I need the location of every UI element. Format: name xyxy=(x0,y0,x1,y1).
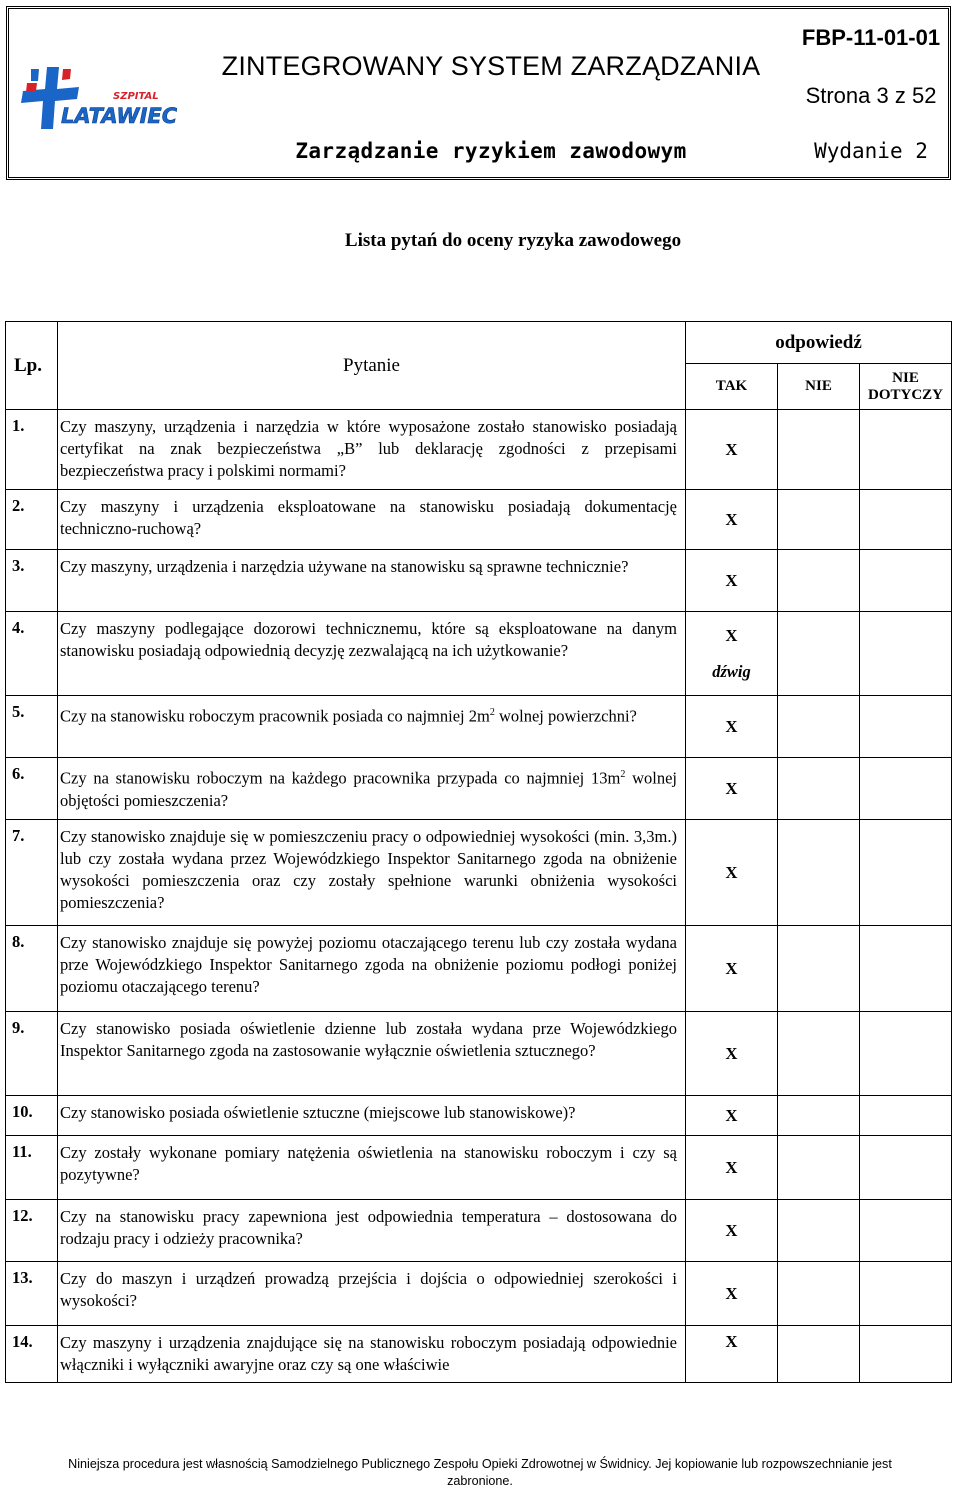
footer-line-1: Niniejsza procedura jest własnością Samodzielnego Publicznego Zespołu Opieki Zdrowotnej w Świdnicy. Jej kopiowanie lub rozpowszechnianie jest xyxy=(68,1457,892,1471)
answer-nie xyxy=(778,1200,860,1262)
col-answer-group-header: odpowiedź xyxy=(686,322,952,364)
row-number: 8. xyxy=(6,926,58,1012)
table-row xyxy=(6,490,952,550)
answer-tak: X xyxy=(686,410,778,490)
answer-note: dźwig xyxy=(712,661,751,681)
question-text: Czy stanowisko posiada oświetlenie sztuczne (miejscowe lub stanowiskowe)? xyxy=(58,1096,686,1136)
table-row xyxy=(6,1200,952,1262)
page-title: Lista pytań do oceny ryzyka zawodowego xyxy=(344,230,682,251)
answer-nie-dotyczy xyxy=(860,1200,952,1262)
answer-tak: X xyxy=(686,1262,778,1326)
table-header-row xyxy=(6,322,952,364)
answer-nie xyxy=(778,1262,860,1326)
doc-code: FBP-11-01-01 xyxy=(801,25,941,50)
table-row xyxy=(6,1136,952,1200)
answer-tak: X xyxy=(686,550,778,612)
col-nie-dotyczy-header xyxy=(860,364,952,410)
answer-tak xyxy=(686,612,778,696)
table-row xyxy=(6,612,952,696)
table-row xyxy=(6,550,952,612)
question-text xyxy=(58,696,686,758)
question-text: Czy zostały wykonane pomiary natężenia oświetlenia na stanowisku roboczym i czy są pozytywne? xyxy=(58,1136,686,1200)
answer-tak: X xyxy=(686,926,778,1012)
answer-nie xyxy=(778,1012,860,1096)
logo-cell xyxy=(9,9,188,177)
question-text: Czy maszyny i urządzenia znajdujące się na stanowisku roboczym posiadają odpowiednie włączniki i wyłączniki awaryjne oraz czy są one właściwie xyxy=(58,1326,686,1383)
answer-nie-dotyczy xyxy=(860,550,952,612)
table-row xyxy=(6,1012,952,1096)
table-row xyxy=(6,1096,952,1136)
answer-nie xyxy=(778,1096,860,1136)
table-row xyxy=(6,1262,952,1326)
answer-nie-dotyczy xyxy=(860,696,952,758)
row-number: 12. xyxy=(6,1200,58,1262)
answer-nie-dotyczy xyxy=(860,926,952,1012)
answer-nie xyxy=(778,612,860,696)
table-row xyxy=(6,410,952,490)
col-tak-header: TAK xyxy=(686,364,778,410)
question-table xyxy=(5,321,952,1383)
answer-nie xyxy=(778,1326,860,1383)
answer-nie xyxy=(778,550,860,612)
col-nie-dotyczy-line1: NIE xyxy=(892,369,919,386)
answer-nie xyxy=(778,696,860,758)
row-number: 9. xyxy=(6,1012,58,1096)
table-row xyxy=(6,696,952,758)
answer-nie xyxy=(778,758,860,820)
page-info: Strona 3 z 52 xyxy=(805,82,937,108)
question-text: Czy na stanowisku pracy zapewniona jest odpowiednia temperatura – dostosowana do rodzaju pracy i odzieży pracownika? xyxy=(58,1200,686,1262)
question-text xyxy=(58,758,686,820)
question-text: Czy stanowisko posiada oświetlenie dzienne lub została wydana prze Wojewódzkiego Inspektor Sanitarnego zgoda na zastosowanie wyłącznie oświetlenia sztucznego? xyxy=(58,1012,686,1096)
footer-line-2: zabronione. xyxy=(447,1474,513,1488)
row-number: 7. xyxy=(6,820,58,926)
answer-tak-mark: X xyxy=(725,625,738,645)
answer-nie-dotyczy xyxy=(860,758,952,820)
answer-nie-dotyczy xyxy=(860,1136,952,1200)
answer-nie-dotyczy xyxy=(860,1326,952,1383)
table-row xyxy=(6,926,952,1012)
table-row xyxy=(6,820,952,926)
col-question-header: Pytanie xyxy=(58,322,686,410)
row-number: 14. xyxy=(6,1326,58,1383)
question-text: Czy maszyny, urządzenia i narzędzia używane na stanowisku są sprawne technicznie? xyxy=(58,550,686,612)
answer-tak: X xyxy=(686,696,778,758)
question-text-part: wolnej objętości pomieszczenia? xyxy=(60,768,677,810)
answer-tak: X xyxy=(686,1200,778,1262)
question-text: Czy maszyny podlegające dozorowi technicznemu, które są eksploatowane na danym stanowisku posiadają odpowiednią decyzję zezwalającą na ich użytkowanie? xyxy=(58,612,686,696)
superscript: 2 xyxy=(489,707,495,718)
col-lp-header: Lp. xyxy=(6,322,58,410)
page-footer xyxy=(18,1456,942,1490)
answer-nie-dotyczy xyxy=(860,1012,952,1096)
question-text: Czy maszyny i urządzenia eksploatowane na stanowisku posiadają dokumentację techniczno-ruchową? xyxy=(58,490,686,550)
system-title: ZINTEGROWANY SYSTEM ZARZĄDZANIA xyxy=(221,51,761,81)
answer-tak: X xyxy=(686,1012,778,1096)
answer-tak: X xyxy=(686,820,778,926)
question-text: Czy stanowisko znajduje się powyżej poziomu otaczającego terenu lub czy została wydana prze Wojewódzkiego Inspektor Sanitarnego zgoda na obniżenie poziomu podłogi poniżej poziomu otaczającego terenu? xyxy=(58,926,686,1012)
answer-nie-dotyczy xyxy=(860,1262,952,1326)
col-nie-dotyczy-line2: DOTYCZY xyxy=(868,386,944,403)
table-row xyxy=(6,758,952,820)
answer-nie-dotyczy xyxy=(860,490,952,550)
question-text-part: Czy na stanowisku roboczym pracownik posiada co najmniej 2m xyxy=(60,706,490,726)
table-row xyxy=(6,1326,952,1383)
answer-nie xyxy=(778,1136,860,1200)
doc-subtitle: Zarządzanie ryzykiem zawodowym xyxy=(295,138,687,163)
logo-text-top: SZPITAL xyxy=(113,91,159,102)
answer-nie xyxy=(778,926,860,1012)
row-number: 6. xyxy=(6,758,58,820)
question-text: Czy do maszyn i urządzeń prowadzą przejścia i dojścia o odpowiedniej szerokości i wysokości? xyxy=(58,1262,686,1326)
row-number: 2. xyxy=(6,490,58,550)
answer-tak: X xyxy=(686,1326,778,1383)
answer-nie xyxy=(778,410,860,490)
answer-nie xyxy=(778,820,860,926)
row-number: 3. xyxy=(6,550,58,612)
answer-tak: X xyxy=(686,1136,778,1200)
row-number: 13. xyxy=(6,1262,58,1326)
answer-tak: X xyxy=(686,758,778,820)
row-number: 10. xyxy=(6,1096,58,1136)
superscript: 2 xyxy=(620,769,626,780)
answer-nie-dotyczy xyxy=(860,410,952,490)
answer-nie-dotyczy xyxy=(860,1096,952,1136)
edition: Wydanie 2 xyxy=(814,138,928,163)
row-number: 11. xyxy=(6,1136,58,1200)
question-text: Czy maszyny, urządzenia i narzędzia w które wyposażone zostało stanowisko posiadają certyfikat na znak bezpieczeństwa „B” lub deklarację zgodności z przepisami bezpieczeństwa pracy i polskimi normami? xyxy=(58,410,686,490)
answer-nie xyxy=(778,490,860,550)
answer-tak: X xyxy=(686,490,778,550)
hospital-logo xyxy=(17,59,177,139)
question-text-part: Czy na stanowisku roboczym na każdego pracownika przypada co najmniej 13m xyxy=(60,768,621,788)
row-number: 5. xyxy=(6,696,58,758)
logo-text-main: LATAWIEC xyxy=(61,104,177,128)
answer-nie-dotyczy xyxy=(860,612,952,696)
answer-tak: X xyxy=(686,1096,778,1136)
document-header xyxy=(6,6,951,180)
answer-nie-dotyczy xyxy=(860,820,952,926)
question-text-part: wolnej powierzchni? xyxy=(494,706,637,726)
row-number: 1. xyxy=(6,410,58,490)
col-nie-header: NIE xyxy=(778,364,860,410)
question-text: Czy stanowisko znajduje się w pomieszczeniu pracy o odpowiedniej wysokości (min. 3,3m.) lub czy została wydana przez Wojewódzkiego Inspektor Sanitarnego zgoda na obniżenie wysokości pomieszczenia oraz czy zostały spełnione warunki obniżenia wysokości pomieszczenia? xyxy=(58,820,686,926)
row-number: 4. xyxy=(6,612,58,696)
